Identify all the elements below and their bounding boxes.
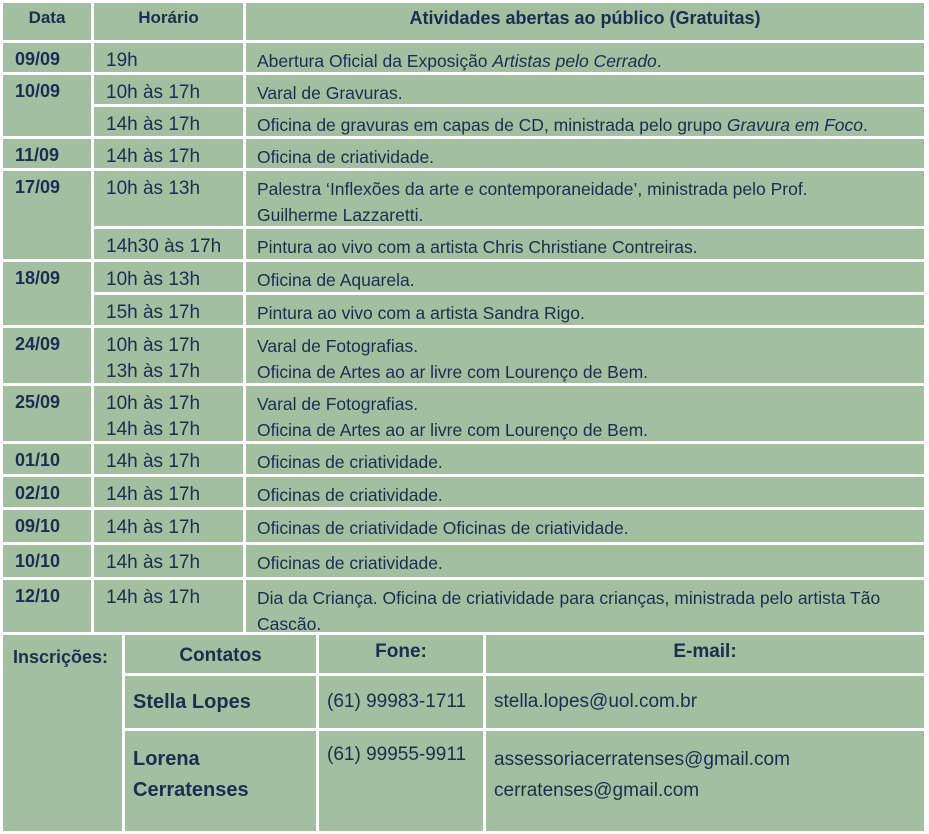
row-time bbox=[94, 262, 243, 292]
time-label: 10h às 17h bbox=[106, 393, 201, 414]
row-activity bbox=[246, 580, 924, 632]
activity-line bbox=[257, 48, 924, 74]
date-label: 18/09 bbox=[15, 268, 61, 288]
contact-phone-stella: (61) 99983-1711 bbox=[319, 676, 483, 728]
row-activity bbox=[246, 75, 924, 104]
time-label: 14h às 17h bbox=[106, 517, 201, 538]
contact-name-line: Cerratenses bbox=[133, 779, 249, 801]
activity-line bbox=[257, 585, 924, 611]
time-label: 14h às 17h bbox=[106, 419, 201, 440]
row-time bbox=[94, 510, 243, 542]
row-time bbox=[94, 545, 243, 577]
email-header: E-mail: bbox=[486, 635, 924, 673]
contacts-header: Contatos bbox=[125, 635, 316, 673]
row-date bbox=[3, 75, 91, 136]
email-link[interactable]: cerratenses@gmail.com bbox=[494, 780, 700, 801]
activity-line bbox=[257, 482, 924, 508]
date-label: 17/09 bbox=[15, 177, 61, 197]
activity-line bbox=[257, 80, 924, 106]
time-label: 13h às 17h bbox=[106, 361, 201, 382]
activity-text: Varal de Fotografias. bbox=[257, 394, 419, 414]
date-label: 25/09 bbox=[15, 392, 61, 412]
date-label: 01/10 bbox=[15, 450, 61, 470]
row-time bbox=[94, 295, 243, 325]
row-activity bbox=[246, 328, 924, 383]
date-label: 12/10 bbox=[15, 586, 61, 606]
row-activity bbox=[246, 295, 924, 325]
activity-text: Pintura ao vivo com a artista Chris Christiane Contreiras. bbox=[257, 237, 698, 257]
row-activity bbox=[246, 386, 924, 441]
time-label: 15h às 17h bbox=[106, 302, 201, 323]
activity-line bbox=[257, 144, 924, 170]
row-activity bbox=[246, 43, 924, 72]
time-label: 10h às 17h bbox=[106, 335, 201, 356]
row-date bbox=[3, 580, 91, 632]
row-time bbox=[94, 43, 243, 72]
activity-text: Oficina de Artes ao ar livre com Lourenço de Bem. bbox=[257, 362, 649, 382]
activity-line bbox=[257, 234, 924, 260]
row-time bbox=[94, 139, 243, 168]
row-date bbox=[3, 43, 91, 72]
date-label: 11/09 bbox=[15, 145, 60, 165]
row-date bbox=[3, 477, 91, 507]
header-time: Horário bbox=[94, 3, 243, 40]
time-label: 14h às 17h bbox=[106, 552, 201, 573]
activity-text: Oficinas de criatividade Oficinas de criatividade. bbox=[257, 518, 629, 538]
time-label: 19h bbox=[106, 50, 138, 71]
date-label: 10/09 bbox=[15, 81, 61, 101]
activity-text: Varal de Gravuras. bbox=[257, 83, 403, 103]
row-time bbox=[94, 580, 243, 632]
time-label: 14h às 17h bbox=[106, 587, 201, 608]
activity-text: Oficina de Aquarela. bbox=[257, 270, 415, 290]
activity-line bbox=[257, 611, 924, 637]
row-activity bbox=[246, 107, 924, 136]
row-time bbox=[94, 477, 243, 507]
contact-email-lorena[interactable] bbox=[486, 731, 924, 831]
row-time bbox=[94, 75, 243, 104]
activity-line bbox=[257, 417, 924, 443]
row-activity bbox=[246, 139, 924, 168]
row-activity bbox=[246, 545, 924, 577]
time-label: 14h às 17h bbox=[106, 451, 201, 472]
activity-line bbox=[257, 449, 924, 475]
contact-email-stella[interactable]: stella.lopes@uol.com.br bbox=[486, 676, 924, 728]
row-date bbox=[3, 171, 91, 259]
activity-text: Oficinas de criatividade. bbox=[257, 452, 443, 472]
activity-text: . bbox=[862, 115, 868, 135]
row-activity bbox=[246, 477, 924, 507]
row-date bbox=[3, 262, 91, 325]
email-link[interactable]: assessoriacerratenses@gmail.com bbox=[494, 749, 790, 770]
row-date bbox=[3, 510, 91, 542]
activity-italic-text: Artistas pelo Cerrado bbox=[492, 51, 657, 71]
header-activities: Atividades abertas ao público (Gratuitas) bbox=[246, 3, 924, 40]
row-date bbox=[3, 545, 91, 577]
activity-line bbox=[257, 112, 924, 138]
activity-text: Cascão. bbox=[257, 614, 322, 634]
row-activity bbox=[246, 229, 924, 259]
contact-phone-lorena: (61) 99955-9911 bbox=[319, 731, 483, 831]
row-time bbox=[94, 328, 243, 383]
date-label: 24/09 bbox=[15, 334, 61, 354]
registrations-label: Inscrições: bbox=[3, 635, 122, 831]
row-time bbox=[94, 386, 243, 441]
time-label: 14h30 às 17h bbox=[106, 236, 222, 257]
row-activity bbox=[246, 171, 924, 226]
row-activity bbox=[246, 262, 924, 292]
activity-text: Oficina de Artes ao ar livre com Lourenço de Bem. bbox=[257, 420, 649, 440]
header-date: Data bbox=[3, 3, 91, 40]
activity-line bbox=[257, 202, 924, 228]
activity-text: Oficina de gravuras em capas de CD, ministrada pelo grupo bbox=[257, 115, 727, 135]
phone-header: Fone: bbox=[319, 635, 483, 673]
activity-line bbox=[257, 333, 924, 359]
row-date bbox=[3, 328, 91, 383]
activity-line bbox=[257, 391, 924, 417]
activity-line bbox=[257, 300, 924, 326]
row-time bbox=[94, 107, 243, 136]
time-label: 10h às 17h bbox=[106, 82, 201, 103]
activity-text: Oficinas de criatividade. bbox=[257, 485, 443, 505]
activity-text: Abertura Oficial da Exposição bbox=[257, 51, 493, 71]
activity-text: . bbox=[656, 51, 662, 71]
activity-line bbox=[257, 267, 924, 293]
activity-line bbox=[257, 176, 924, 202]
row-activity bbox=[246, 444, 924, 474]
row-time bbox=[94, 229, 243, 259]
activity-text: Pintura ao vivo com a artista Sandra Rigo. bbox=[257, 303, 585, 323]
date-label: 10/10 bbox=[15, 551, 61, 571]
time-label: 10h às 13h bbox=[106, 269, 201, 290]
activity-line bbox=[257, 515, 924, 541]
row-date bbox=[3, 386, 91, 441]
activity-text: Varal de Fotografias. bbox=[257, 336, 419, 356]
time-label: 14h às 17h bbox=[106, 114, 201, 135]
activity-line bbox=[257, 550, 924, 576]
date-label: 09/09 bbox=[15, 49, 61, 69]
activity-text: Dia da Criança. Oficina de criatividade para crianças, ministrada pelo artista Tão bbox=[257, 588, 881, 608]
contact-name-stella: Stella Lopes bbox=[125, 676, 316, 728]
time-label: 10h às 13h bbox=[106, 178, 201, 199]
activity-text: Palestra ‘Inflexões da arte e contemporaneidade’, ministrada pelo Prof. bbox=[257, 179, 808, 199]
row-activity bbox=[246, 510, 924, 542]
time-label: 14h às 17h bbox=[106, 484, 201, 505]
contact-name-lorena bbox=[125, 731, 316, 831]
activity-text: Oficina de criatividade. bbox=[257, 147, 435, 167]
activity-text: Guilherme Lazzaretti. bbox=[257, 205, 424, 225]
row-date bbox=[3, 139, 91, 168]
activity-line bbox=[257, 359, 924, 385]
row-date bbox=[3, 444, 91, 474]
row-time bbox=[94, 171, 243, 226]
activity-text: Oficinas de criatividade. bbox=[257, 553, 443, 573]
activity-italic-text: Gravura em Foco bbox=[726, 115, 863, 135]
contact-name-line: Lorena bbox=[133, 748, 200, 770]
date-label: 02/10 bbox=[15, 483, 61, 503]
row-time bbox=[94, 444, 243, 474]
time-label: 14h às 17h bbox=[106, 146, 201, 167]
date-label: 09/10 bbox=[15, 516, 61, 536]
